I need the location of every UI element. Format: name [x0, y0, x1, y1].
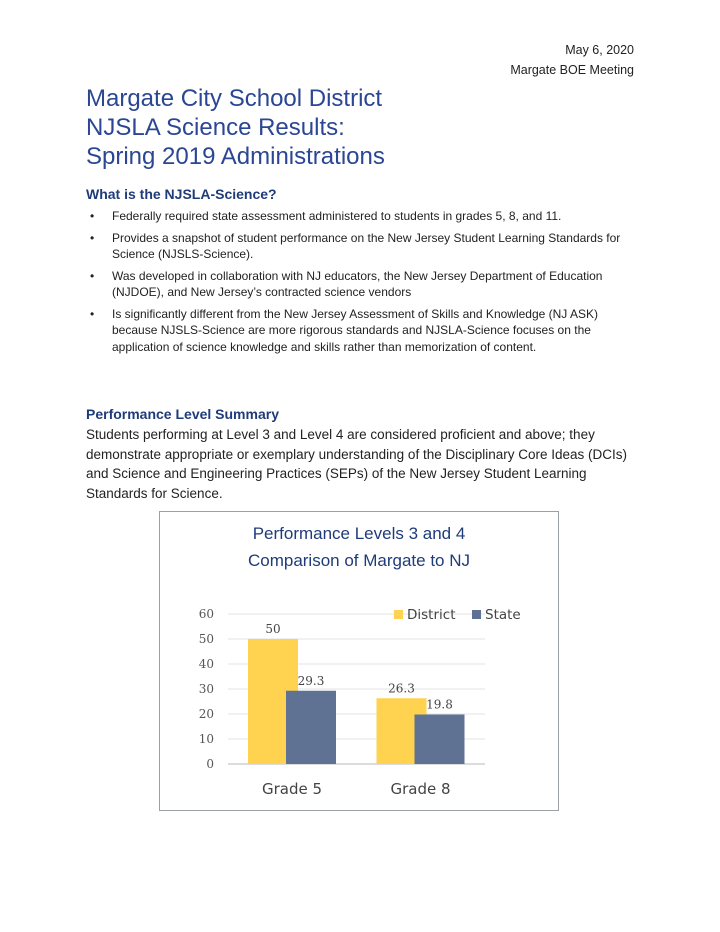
- y-tick-label: 50: [198, 632, 214, 646]
- data-label: 19.8: [426, 697, 453, 712]
- data-label: 26.3: [388, 681, 415, 696]
- data-label: 29.3: [297, 673, 325, 688]
- bullet-item: • Provides a snapshot of student performance on the New Jersey Student Learning Standards for Science (NJSLS-Science).: [86, 230, 646, 263]
- bar-state: [286, 691, 336, 764]
- bar-state: [415, 715, 465, 765]
- y-tick-label: 40: [198, 657, 214, 671]
- bar-chart-plot: [160, 512, 558, 810]
- bullet-item: • Was developed in collaboration with NJ educators, the New Jersey Department of Education (NJDOE), and New Jersey’s contracted science vendors: [86, 268, 646, 301]
- meeting-name: Margate BOE Meeting: [510, 63, 634, 77]
- section-heading-what-is: What is the NJSLA-Science?: [86, 186, 277, 202]
- y-tick-label: 30: [198, 682, 214, 696]
- chart-title-line-1: Performance Levels 3 and 4: [252, 524, 466, 543]
- chart-title-line-2: Comparison of Margate to NJ: [247, 551, 471, 570]
- category-label: Grade 8: [390, 780, 451, 798]
- legend-swatch-state: [472, 610, 481, 619]
- y-tick-label: 60: [198, 607, 214, 621]
- meeting-date: May 6, 2020: [565, 43, 634, 57]
- bullet-item: • Federally required state assessment administered to students in grades 5, 8, and 11.: [86, 208, 646, 225]
- data-label: 50: [265, 622, 281, 636]
- section-heading-performance: Performance Level Summary: [86, 406, 279, 422]
- legend-swatch-district: [394, 610, 403, 619]
- category-label: Grade 5: [261, 780, 323, 798]
- document-title-line-2: NJSLA Science Results:: [86, 114, 345, 141]
- performance-summary-text: Students performing at Level 3 and Level 4 are considered proficient and above; they demonstrate appropriate or exemplary understanding of the Disciplinary Core Ideas (DCIs) and Science and Engineering Practices (SEPs) of the New Jersey Student Learning Standards for Science.: [86, 427, 628, 501]
- legend-label-state: State: [485, 607, 521, 623]
- legend-label-district: District: [407, 607, 456, 623]
- document-title-line-1: Margate City School District: [86, 85, 383, 112]
- performance-chart: [159, 511, 559, 811]
- y-tick-label: 10: [198, 732, 214, 746]
- bullet-item: • Is significantly different from the New Jersey Assessment of Skills and Knowledge (NJ ASK) because NJSLS-Science are more rigorous standards and NJSLA-Science focuses on the application of science knowledge and skills rather than memorization of content.: [86, 306, 646, 356]
- y-tick-label: 20: [198, 707, 214, 721]
- y-tick-label: 0: [206, 757, 214, 771]
- document-title-line-3: Spring 2019 Administrations: [86, 143, 385, 170]
- definition-bullet-list: [86, 208, 646, 360]
